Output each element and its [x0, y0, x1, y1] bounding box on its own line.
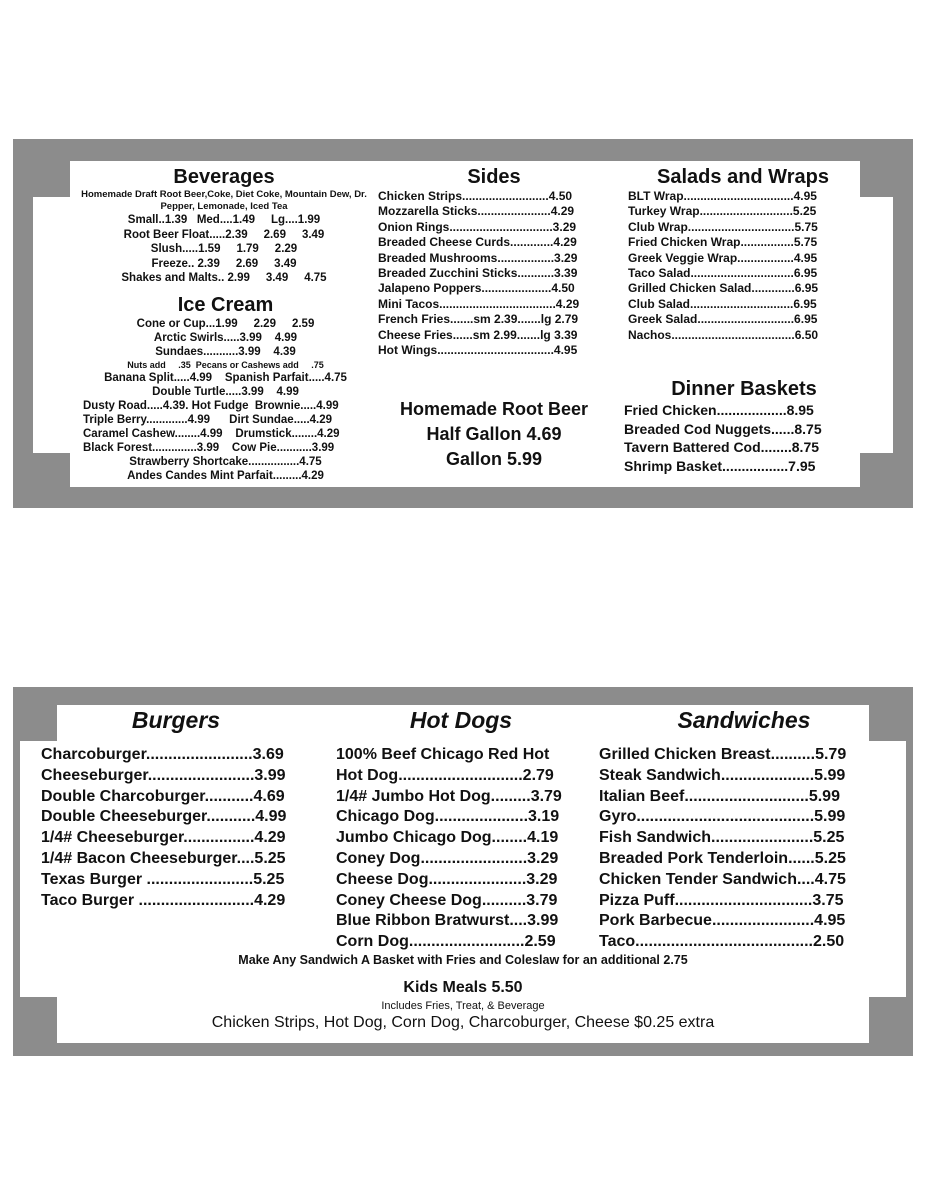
ice-cream-item: Nuts add .35 Pecans or Cashews add .75: [127, 360, 324, 370]
burgers-section: [41, 705, 321, 911]
hot-dog-item: Jumbo Chicago Dog........4.19: [336, 829, 559, 847]
root-beer-line: Gallon 5.99: [445, 449, 543, 469]
burgers-title: Burgers: [131, 707, 221, 733]
sandwich-item: Pizza Puff...............................3.75: [599, 891, 844, 909]
dinner-basket-item: Fried Chicken..................8.95: [624, 402, 814, 418]
salad-wrap-item: Greek Veggie Wrap.................4.95: [628, 250, 818, 265]
burger-item: Double Cheeseburger...........4.99: [41, 808, 287, 826]
side-item: French Fries.......sm 2.39.......lg 2.79: [378, 312, 579, 327]
kids-meals-options: Chicken Strips, Hot Dog, Corn Dog, Charcoburger, Cheese $0.25 extra: [211, 1014, 715, 1031]
sandwich-item: Steak Sandwich.....................5.99: [599, 766, 846, 784]
dinner-basket-item: Shrimp Basket.................7.95: [624, 457, 816, 474]
sandwiches-section: [599, 705, 889, 953]
side-item: Jalapeno Poppers.....................4.50: [378, 281, 575, 296]
hot-dogs-section: [336, 705, 594, 953]
salad-wrap-item: Taco Salad...............................6.95: [628, 266, 818, 281]
side-item: Breaded Zucchini Sticks...........3.39: [378, 266, 578, 281]
salads-wraps-title: Salads and Wraps: [657, 166, 829, 188]
salad-wrap-item: Turkey Wrap............................5.25: [628, 204, 817, 219]
side-item: Chicken Strips..........................4.50: [378, 189, 573, 203]
side-item: Mini Tacos...................................4.29: [378, 296, 580, 311]
dinner-basket-item: Tavern Battered Cod........8.75: [624, 439, 820, 455]
beverage-item: Shakes and Malts.. 2.99 3.49 4.75: [121, 272, 327, 284]
dinner-baskets-list: [624, 401, 864, 475]
salad-wrap-item: BLT Wrap.................................4.95: [628, 189, 817, 203]
ice-cream-item: Dusty Road.....4.39. Hot Fudge Brownie.....4.99: [83, 400, 339, 412]
salads-wraps-section: [628, 165, 858, 343]
bottom-menu-board: [13, 687, 913, 1056]
ice-cream-item: Andes Candes Mint Parfait.........4.29: [127, 470, 324, 482]
kids-meals-title: Kids Meals 5.50: [403, 979, 523, 996]
side-item: Breaded Mushrooms.................3.29: [378, 250, 578, 265]
burger-item: Texas Burger ........................5.25: [41, 870, 285, 888]
burger-item: 1/4# Bacon Cheeseburger....5.25: [41, 849, 286, 867]
sandwich-item: Pork Barbecue.......................4.95: [599, 912, 846, 930]
salad-wrap-item: Nachos.....................................6.50: [628, 327, 819, 342]
ice-cream-section: [83, 293, 368, 483]
sides-list: [378, 189, 610, 358]
sides-title: Sides: [467, 166, 521, 188]
hot-dog-item: Coney Cheese Dog..........3.79: [336, 891, 558, 909]
ice-cream-item: Banana Split.....4.99 Spanish Parfait.....4.75: [104, 372, 347, 384]
burger-item: Taco Burger ..........................4.29: [41, 891, 286, 909]
top-menu-board: [13, 139, 913, 508]
sandwich-item: Fish Sandwich.......................5.25: [599, 829, 845, 847]
hot-dog-item: Blue Ribbon Bratwurst....3.99: [336, 912, 559, 930]
sandwiches-list: [599, 745, 889, 953]
hot-dog-item: Corn Dog..........................2.59: [336, 933, 556, 951]
ice-cream-item: Double Turtle.....3.99 4.99: [152, 386, 299, 398]
salad-wrap-item: Club Wrap................................5.75: [628, 219, 818, 234]
salad-wrap-item: Fried Chicken Wrap................5.75: [628, 235, 818, 250]
burgers-list: [41, 745, 321, 911]
footer-section: [57, 953, 869, 1032]
ice-cream-item: Black Forest..............3.99 Cow Pie...........3.99: [83, 442, 335, 454]
salads-wraps-list: [628, 189, 858, 343]
dinner-baskets-section: [624, 377, 864, 475]
burger-item: Cheeseburger........................3.99: [41, 766, 286, 784]
beverage-item: Root Beer Float.....2.39 2.69 3.49: [123, 228, 325, 241]
salad-wrap-item: Greek Salad.............................6.95: [628, 312, 818, 327]
ice-cream-list: [83, 317, 368, 483]
root-beer-line: Half Gallon 4.69: [426, 424, 562, 444]
sandwich-item: Chicken Tender Sandwich....4.75: [599, 870, 846, 888]
sides-section: [378, 165, 610, 358]
ice-cream-item: Triple Berry.............4.99 Dirt Sundae.....4.29: [83, 414, 333, 426]
side-item: Breaded Cheese Curds.............4.29: [378, 235, 577, 250]
ice-cream-item: Cone or Cup...1.99 2.29 2.59: [136, 318, 315, 330]
hot-dog-item: Coney Dog........................3.29: [336, 849, 559, 867]
basket-note: Make Any Sandwich A Basket with Fries and Coleslaw for an additional 2.75: [238, 953, 688, 967]
sandwich-item: Breaded Pork Tenderloin......5.25: [599, 849, 846, 867]
beverages-list: [79, 213, 369, 286]
ice-cream-item: Caramel Cashew........4.99 Drumstick........4.29: [83, 428, 340, 440]
dinner-baskets-title: Dinner Baskets: [671, 378, 817, 400]
sandwich-item: Grilled Chicken Breast..........5.79: [599, 746, 847, 763]
sandwich-item: Gyro........................................5.99: [599, 808, 846, 826]
sandwich-item: Italian Beef............................5.99: [599, 787, 840, 805]
burger-item: Double Charcoburger...........4.69: [41, 787, 285, 805]
side-item: Onion Rings...............................3.29: [378, 219, 577, 234]
burger-item: Charcoburger........................3.69: [41, 746, 284, 763]
beverages-description: Homemade Draft Root Beer,Coke, Diet Coke, Mountain Dew, Dr. Pepper, Lemonade, Iced Tea: [81, 189, 367, 212]
beverages-section: [79, 165, 369, 286]
hot-dog-item: 1/4# Jumbo Hot Dog.........3.79: [336, 787, 562, 805]
hot-dog-item: Cheese Dog......................3.29: [336, 870, 558, 888]
ice-cream-title: Ice Cream: [177, 294, 274, 316]
side-item: Cheese Fries......sm 2.99.......lg 3.39: [378, 327, 578, 342]
ice-cream-item: Arctic Swirls.....3.99 4.99: [153, 332, 298, 344]
ice-cream-item: Sundaes...........3.99 4.39: [155, 346, 296, 358]
side-item: Hot Wings...................................4.95: [378, 343, 578, 358]
sandwiches-title: Sandwiches: [677, 707, 811, 733]
salad-wrap-item: Grilled Chicken Salad.............6.95: [628, 281, 819, 296]
kids-meals-subtitle: Includes Fries, Treat, & Beverage: [381, 1000, 545, 1012]
hot-dogs-list: [336, 745, 594, 953]
root-beer-lines: [373, 397, 615, 472]
dinner-basket-item: Breaded Cod Nuggets......8.75: [624, 420, 822, 437]
root-beer-promo: [373, 397, 615, 472]
beverages-title: Beverages: [173, 166, 275, 188]
ice-cream-item: Strawberry Shortcake................4.75: [129, 456, 322, 468]
hot-dog-item: Hot Dog............................2.79: [336, 766, 554, 784]
sandwich-item: Taco........................................2.50: [599, 933, 845, 951]
hot-dog-item: 100% Beef Chicago Red Hot: [336, 746, 550, 763]
beverage-item: Slush.....1.59 1.79 2.29: [150, 243, 298, 255]
beverage-item: Freeze.. 2.39 2.69 3.49: [151, 257, 297, 270]
root-beer-line: Homemade Root Beer: [399, 399, 589, 419]
salad-wrap-item: Club Salad...............................6.95: [628, 296, 817, 311]
side-item: Mozzarella Sticks......................4.29: [378, 204, 575, 219]
burger-item: 1/4# Cheeseburger................4.29: [41, 829, 286, 847]
hot-dogs-title: Hot Dogs: [409, 707, 513, 733]
hot-dog-item: Chicago Dog.....................3.19: [336, 808, 560, 826]
beverage-item: Small..1.39 Med....1.49 Lg....1.99: [127, 214, 321, 226]
